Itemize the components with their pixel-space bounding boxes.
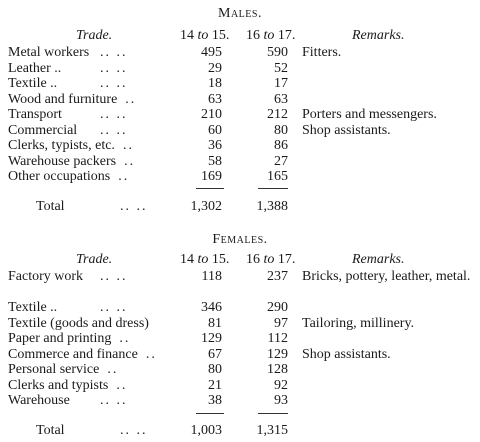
row-value-16-17: 17: [274, 76, 288, 91]
row-remark: Bricks, pottery, leather, metal.: [302, 269, 471, 284]
row-value-16-17: 129: [267, 346, 288, 362]
row-dots: ..: [145, 346, 157, 362]
table-row: [0, 107, 480, 123]
row-value-14-15: 18: [208, 76, 222, 91]
males-col2-header: 16 to 17.: [246, 28, 296, 43]
table-row: [0, 76, 480, 92]
table-row: [0, 331, 480, 347]
row-value-16-17: 290: [267, 300, 288, 315]
row-value-14-15: 495: [201, 45, 222, 60]
row-value-16-17: 128: [267, 362, 288, 377]
males-col1-header: 14 to 15.: [180, 28, 230, 43]
row-dots: ..: [116, 377, 128, 393]
females-trade-header: Trade.: [76, 252, 113, 267]
females-total-v2: 1,315: [256, 423, 288, 438]
row-value-14-15: 67: [208, 346, 222, 362]
table-row: [0, 347, 480, 363]
row-value-16-17: 93: [274, 393, 288, 408]
row-remark: Tailoring, millinery.: [302, 315, 415, 331]
row-value-16-17: 97: [274, 315, 288, 331]
row-trade: Clerks, typists, etc.: [8, 138, 115, 153]
males-total-v2: 1,388: [256, 199, 288, 214]
row-value-16-17: 80: [274, 122, 288, 138]
table-row: [0, 138, 480, 154]
row-trade: Factory work: [8, 269, 84, 284]
row-value-16-17: 212: [267, 107, 288, 122]
row-trade: Textile ..: [8, 76, 58, 91]
males-remarks-header: Remarks.: [352, 28, 405, 43]
row-value-14-15: 36: [208, 138, 222, 153]
row-value-14-15: 63: [208, 91, 222, 107]
row-dots: .. ..: [100, 300, 128, 315]
row-value-14-15: 58: [208, 153, 222, 169]
females-total-v1: 1,003: [190, 423, 222, 438]
row-value-16-17: 92: [274, 377, 288, 393]
table-row: [0, 92, 480, 108]
row-dots: ..: [119, 331, 131, 346]
males-table-body: [0, 45, 480, 185]
row-value-14-15: 210: [201, 107, 222, 122]
females-total-row: [0, 423, 480, 439]
row-remark: Shop assistants.: [302, 122, 391, 138]
males-total-label: Total: [36, 199, 65, 214]
row-value-14-15: 38: [208, 393, 222, 408]
males-col2-rule: [258, 188, 288, 189]
males-total-row: [0, 199, 480, 215]
row-dots: .. ..: [100, 393, 128, 408]
row-dots: .. ..: [100, 60, 128, 76]
table-row: [0, 61, 480, 77]
row-dots: .. ..: [100, 107, 128, 122]
males-trade-header: Trade.: [76, 28, 113, 43]
row-trade: Leather ..: [8, 60, 62, 76]
row-trade: Transport: [8, 107, 62, 122]
row-value-14-15: 21: [208, 377, 222, 393]
table-row: [0, 154, 480, 170]
row-trade: Clerks and typists: [8, 377, 109, 393]
row-dots: ..: [122, 138, 134, 153]
row-dots: ..: [124, 153, 136, 169]
row-value-16-17: 237: [267, 269, 288, 284]
row-trade: Commerce and finance: [8, 346, 138, 362]
males-total-dots: .. ..: [120, 199, 148, 214]
row-value-16-17: 112: [267, 331, 288, 346]
row-value-16-17: 590: [267, 45, 288, 60]
row-trade: Wood and furniture: [8, 91, 118, 107]
table-row: [0, 393, 480, 409]
males-total-v1: 1,302: [190, 199, 222, 214]
row-value-14-15: 81: [208, 315, 222, 331]
row-trade: Other occupations: [8, 169, 111, 184]
row-trade: Paper and printing: [8, 331, 112, 346]
row-trade: Commercial: [8, 122, 78, 138]
row-value-16-17: 165: [267, 169, 288, 184]
row-dots: .. ..: [100, 122, 128, 138]
row-dots: .. ..: [100, 45, 128, 60]
table-row: [0, 362, 480, 378]
females-title: Females.: [212, 232, 268, 247]
table-row: [0, 378, 480, 394]
females-remarks-header: Remarks.: [352, 252, 405, 267]
row-value-14-15: 346: [201, 300, 222, 315]
row-value-14-15: 60: [208, 122, 222, 138]
row-value-16-17: 63: [274, 91, 288, 107]
females-col1-rule: [196, 413, 224, 414]
row-dots: ..: [125, 91, 137, 107]
row-dots: .. ..: [100, 269, 128, 284]
row-value-16-17: 27: [274, 153, 288, 169]
row-dots: ..: [107, 362, 119, 377]
row-remark: Shop assistants.: [302, 346, 391, 362]
row-trade: Personal service: [8, 362, 100, 377]
females-total-dots: .. ..: [120, 423, 148, 438]
row-dots: .. ..: [100, 76, 128, 91]
row-value-16-17: 52: [274, 60, 288, 76]
row-trade: Metal workers: [8, 45, 90, 60]
row-trade: Textile ..: [8, 300, 58, 315]
females-col2-rule: [258, 413, 288, 414]
table-row: [0, 123, 480, 139]
row-value-14-15: 169: [201, 169, 222, 184]
row-value-14-15: 129: [201, 331, 222, 346]
table-row: [0, 269, 480, 300]
row-value-16-17: 86: [274, 138, 288, 153]
row-trade: Textile (goods and dress): [8, 315, 149, 331]
row-value-14-15: 118: [201, 269, 222, 284]
table-row: [0, 316, 480, 332]
row-trade: Warehouse packers: [8, 153, 117, 169]
row-value-14-15: 80: [208, 362, 222, 377]
males-col1-rule: [196, 188, 224, 189]
row-dots: ..: [118, 169, 130, 184]
females-total-label: Total: [36, 423, 65, 438]
row-value-14-15: 29: [208, 60, 222, 76]
males-title: Males.: [218, 6, 262, 21]
females-col2-header: 16 to 17.: [246, 252, 296, 267]
row-remark: Porters and messengers.: [302, 107, 437, 122]
row-trade: Warehouse: [8, 393, 70, 408]
table-row: [0, 45, 480, 61]
females-col1-header: 14 to 15.: [180, 252, 230, 267]
table-row: [0, 169, 480, 185]
row-remark: Fitters.: [302, 45, 342, 60]
females-table-body: [0, 269, 480, 409]
table-row: [0, 300, 480, 316]
